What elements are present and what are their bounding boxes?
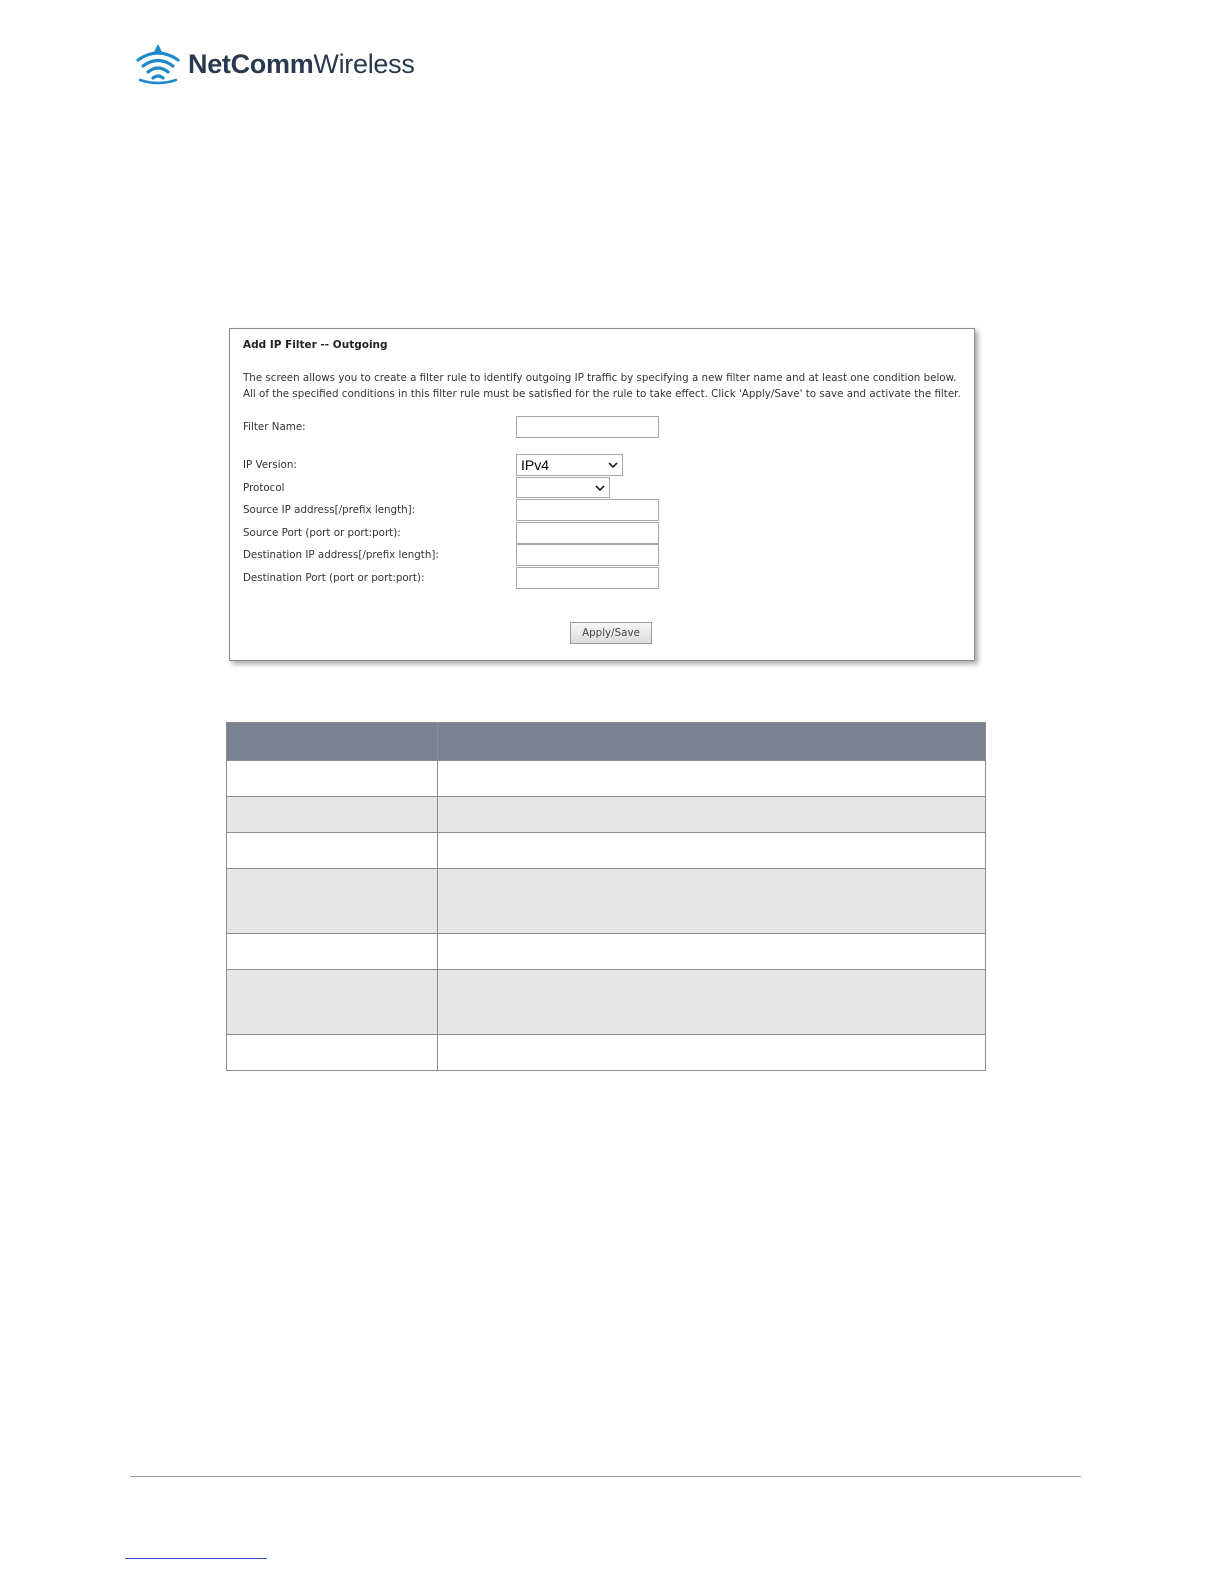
source-port-label: Source Port (port or port:port): — [243, 527, 401, 539]
table-row — [227, 797, 986, 833]
source-ip-input[interactable] — [516, 499, 659, 521]
table-cell — [437, 761, 985, 797]
ip-version-select[interactable] — [516, 454, 623, 476]
source-ip-label: Source IP address[/prefix length]: — [243, 504, 416, 516]
dest-port-label: Destination Port (port or port:port): — [243, 572, 425, 584]
brand-logo — [134, 42, 415, 86]
table-cell — [437, 869, 985, 934]
add-ip-filter-panel — [229, 328, 975, 661]
dest-port-input[interactable] — [516, 567, 659, 589]
source-port-input[interactable] — [516, 522, 659, 544]
table-row — [227, 970, 986, 1035]
ip-version-label: IP Version: — [243, 459, 297, 471]
table-header-row — [227, 723, 986, 761]
filter-name-input[interactable] — [516, 416, 659, 438]
brand-name-bold: NetComm — [188, 49, 314, 79]
table-cell — [227, 934, 438, 970]
table-row — [227, 934, 986, 970]
table-header-cell — [227, 723, 438, 761]
table-cell — [227, 1035, 438, 1071]
table-cell — [227, 833, 438, 869]
table-cell — [227, 761, 438, 797]
apply-save-button[interactable]: Apply/Save — [570, 622, 652, 644]
table-row — [227, 761, 986, 797]
ip-version-value: IPv4 — [521, 457, 550, 473]
dest-ip-input[interactable] — [516, 544, 659, 566]
protocol-label: Protocol — [243, 482, 285, 494]
panel-title: Add IP Filter -- Outgoing — [243, 339, 388, 351]
footer-divider — [130, 1476, 1081, 1477]
table-cell — [227, 869, 438, 934]
table-cell — [437, 934, 985, 970]
chevron-down-icon — [608, 460, 618, 470]
brand-name — [188, 42, 415, 86]
brand-name-light: Wireless — [313, 49, 415, 79]
table-row — [227, 869, 986, 934]
table-cell — [437, 1035, 985, 1071]
protocol-select[interactable] — [516, 477, 610, 498]
settings-table — [226, 722, 986, 1071]
table-row — [227, 1035, 986, 1071]
table-cell — [227, 970, 438, 1035]
table-cell — [437, 970, 985, 1035]
chevron-down-icon — [595, 483, 605, 493]
netcomm-wifi-logo-icon — [134, 42, 182, 86]
filter-name-label: Filter Name: — [243, 421, 306, 433]
table-cell — [227, 797, 438, 833]
table-cell — [437, 797, 985, 833]
table-cell — [437, 833, 985, 869]
table-row — [227, 833, 986, 869]
panel-description: The screen allows you to create a filter rule to identify outgoing IP traffic by specifying a new filter name and at least one condition below. All of the specified conditions in this filter rule must be satisfied for the rule to take effect. Click 'Apply/Save' to save and activate the filter. — [243, 372, 961, 400]
footer-link-underline[interactable] — [125, 1558, 267, 1559]
dest-ip-label: Destination IP address[/prefix length]: — [243, 549, 439, 561]
table-header-cell — [437, 723, 985, 761]
